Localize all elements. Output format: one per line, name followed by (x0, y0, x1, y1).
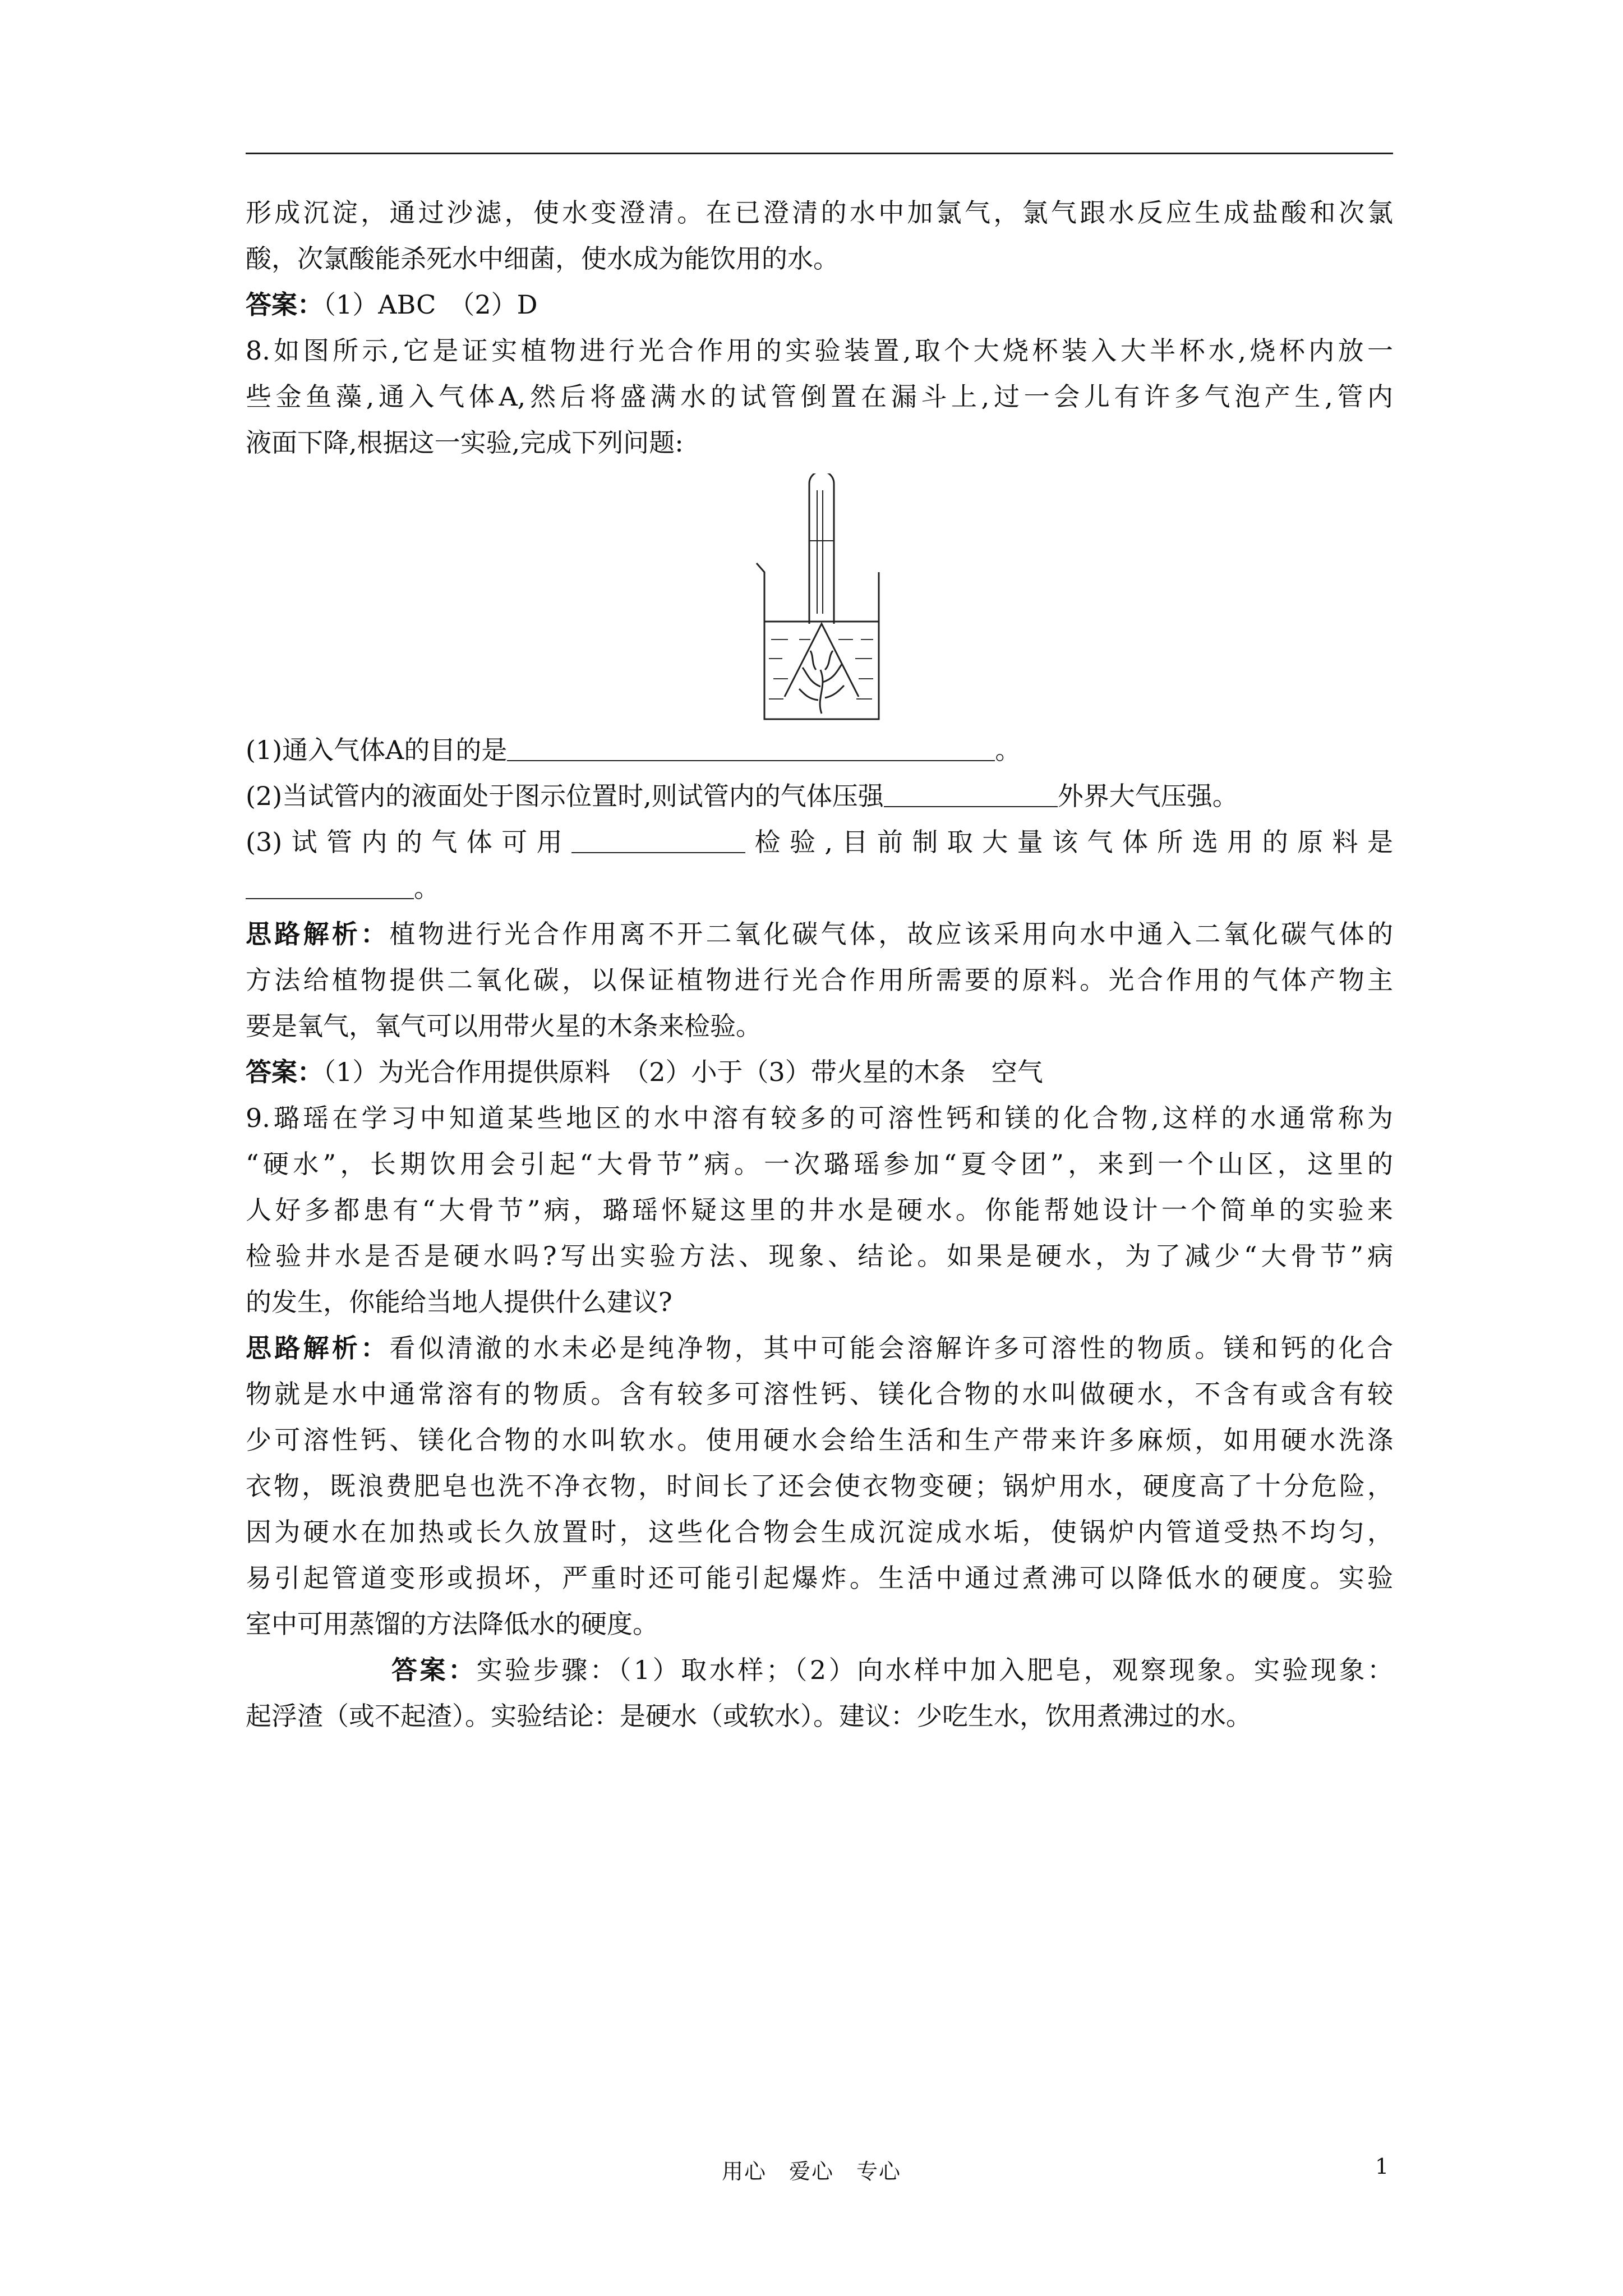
question-line: 检验井水是否是硬水吗?写出实验方法、现象、结论。如果是硬水，为了减少“大骨节”病 (246, 1241, 1393, 1271)
question-line (246, 773, 1393, 819)
question-text: (2)当试管内的液面处于图示位置时,则试管内的气体压强 (246, 781, 884, 811)
analysis-line: 因为硬水在加热或长久放置时，这些化合物会生成沉淀成水垢，使锅炉内管道受热不均匀， (246, 1517, 1393, 1547)
question-line (246, 819, 1393, 865)
question-text: 检验,目前制取大量该气体所选用的原料是 (745, 827, 1393, 857)
answer-label: 答案： (246, 289, 323, 320)
question-line (246, 727, 1393, 773)
answer-blank[interactable] (507, 738, 995, 761)
question-line (246, 865, 1393, 911)
question-line: “硬水”，长期饮用会引起“大骨节”病。一次璐瑶参加“夏令团”，来到一个山区，这里的 (246, 1149, 1393, 1179)
answer-label: 答案： (246, 1057, 323, 1087)
question-text: (1)通入气体A的目的是 (246, 735, 508, 765)
answer-blank[interactable] (884, 784, 1058, 807)
analysis-line: 少可溶性钙、镁化合物的水叫软水。使用硬水会给生活和生产带来许多麻烦，如用硬水洗涤 (246, 1425, 1393, 1455)
analysis-line: 方法给植物提供二氧化碳，以保证植物进行光合作用所需要的原料。光合作用的气体产物主 (246, 965, 1393, 995)
page-number: 1 (1375, 2154, 1389, 2179)
question-line: 些金鱼藻,通入气体A,然后将盛满水的试管倒置在漏斗上,过一会儿有许多气泡产生,管内 (246, 381, 1393, 412)
answer-text: （1）为光合作用提供原料 （2）小于（3）带火星的木条 空气 (323, 1057, 1043, 1087)
header-rule (246, 153, 1393, 154)
beaker-apparatus-diagram (749, 473, 895, 723)
answer-blank[interactable] (571, 830, 745, 853)
experiment-figure (246, 473, 1393, 723)
question-line: 液面下降,根据这一实验,完成下列问题: (246, 427, 684, 458)
analysis-line: 室中可用蒸馏的方法降低水的硬度。 (246, 1609, 658, 1639)
analysis-line: 衣物，既浪费肥皂也洗不净衣物，时间长了还会使衣物变硬；锅炉用水，硬度高了十分危险， (246, 1471, 1393, 1501)
question-line: 的发生，你能给当地人提供什么建议? (246, 1287, 672, 1317)
question-text: 外界大气压强。 (1057, 781, 1238, 811)
question-text: (3)试管内的气体可用 (246, 827, 572, 857)
document-body (246, 190, 1393, 1739)
analysis-line: 易引起管道变形或损坏，严重时还可能引起爆炸。生活中通过煮沸可以降低水的硬度。实验 (246, 1563, 1393, 1593)
analysis-text: 植物进行光合作用离不开二氧化碳气体，故应该采用向水中通入二氧化碳气体的 (389, 919, 1394, 949)
question-line: 8.如图所示,它是证实植物进行光合作用的实验装置,取个大烧杯装入大半杯水,烧杯内放一 (246, 335, 1393, 366)
question-text: 。 (414, 873, 440, 903)
answer-text: 实验步骤：（1）取水样；（2）向水样中加入肥皂，观察现象。实验现象： (476, 1655, 1393, 1685)
answer-line: 起浮渣（或不起渣）。实验结论：是硬水（或软水）。建议：少吃生水，饮用煮沸过的水。 (246, 1701, 1252, 1731)
answer-line (246, 1647, 1393, 1693)
question-text: 。 (995, 735, 1021, 765)
analysis-label: 思路解析： (246, 919, 390, 949)
analysis-line (246, 911, 1393, 957)
answer-line (246, 1049, 1393, 1095)
question-line: 9.璐瑶在学习中知道某些地区的水中溶有较多的可溶性钙和镁的化合物,这样的水通常称为 (246, 1103, 1393, 1133)
analysis-line: 要是氧气，氧气可以用带火星的木条来检验。 (246, 1011, 762, 1041)
analysis-line: 物就是水中通常溶有的物质。含有较多可溶性钙、镁化合物的水叫做硬水，不含有或含有较 (246, 1379, 1393, 1409)
text-line: 酸，次氯酸能杀死水中细菌，使水成为能饮用的水。 (246, 243, 839, 274)
answer-text: （1）ABC （2）D (323, 289, 538, 320)
analysis-label: 思路解析： (246, 1333, 390, 1363)
answer-blank[interactable] (246, 876, 414, 899)
analysis-line (246, 1325, 1393, 1371)
question-line: 人好多都患有“大骨节”病，璐瑶怀疑这里的井水是硬水。你能帮她设计一个简单的实验来 (246, 1195, 1393, 1225)
answer-line (246, 282, 1393, 328)
text-line: 形成沉淀，通过沙滤，使水变澄清。在已澄清的水中加氯气，氯气跟水反应生成盐酸和次氯 (246, 197, 1393, 228)
analysis-text: 看似清澈的水未必是纯净物，其中可能会溶解许多可溶性的物质。镁和钙的化合 (389, 1333, 1394, 1363)
answer-label: 答案： (391, 1655, 477, 1685)
page-footer: 用心 爱心 专心 (721, 2159, 901, 2184)
